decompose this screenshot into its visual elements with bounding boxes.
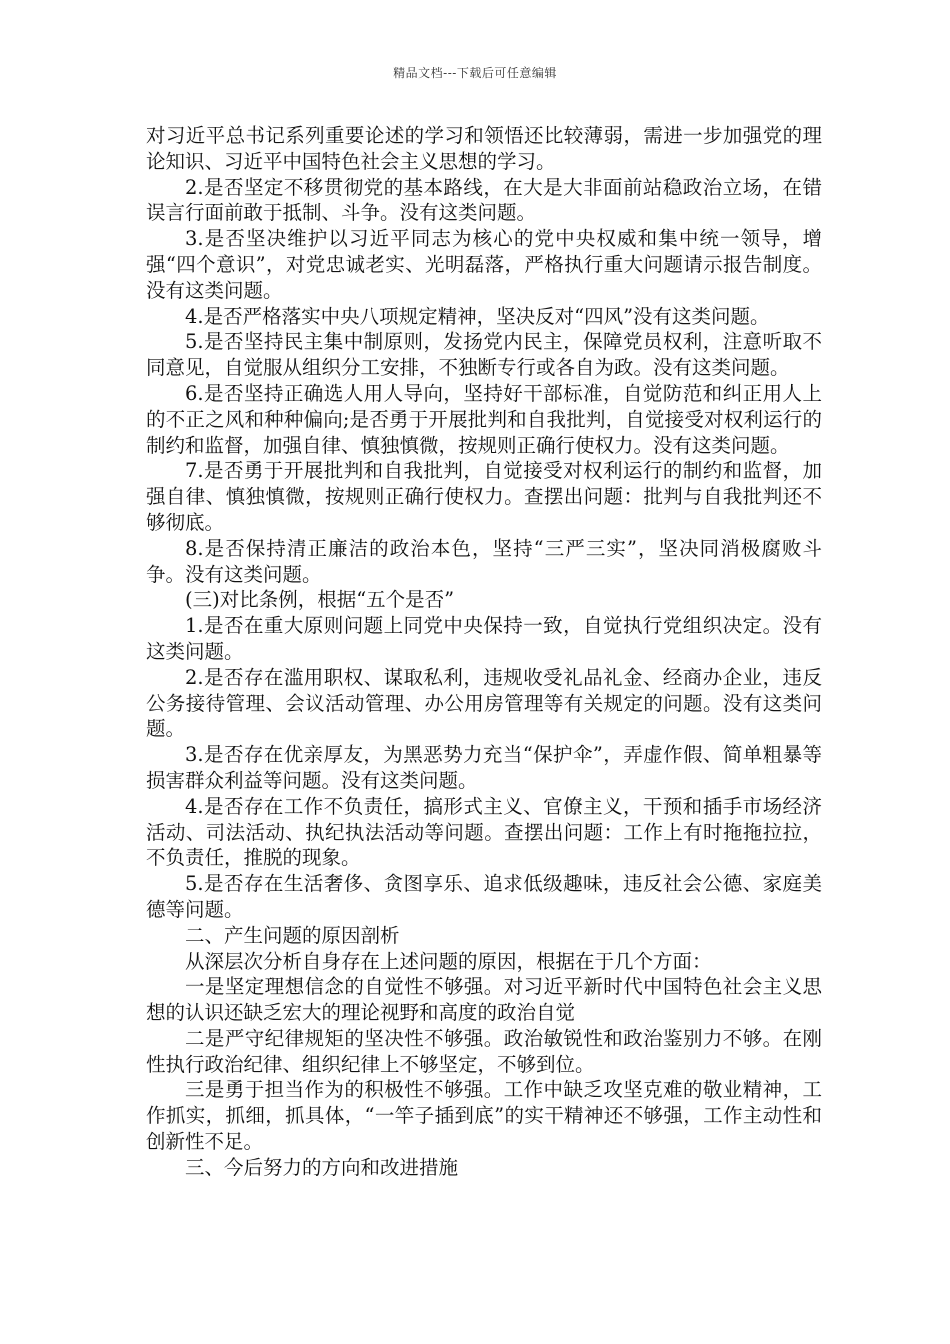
section-heading: (三)对比条例，根据“五个是否” — [185, 588, 455, 612]
paragraph: 三是勇于担当作为的积极性不够强。工作中缺乏攻坚克难的敬业精神，工作抓实，抓细，抓具体，“一竿子插到底”的实干精神还不够强，工作主动性和创新性不足。 — [146, 1078, 822, 1154]
paragraph: 二是严守纪律规矩的坚决性不够强。政治敏锐性和政治鉴别力不够。在刚性执行政治纪律、组织纪律上不够坚定，不够到位。 — [146, 1026, 822, 1076]
page-header: 精品文档---下载后可任意编辑 — [393, 66, 557, 80]
paragraph: 一是坚定理想信念的自觉性不够强。对习近平新时代中国特色社会主义思想的认识还缺乏宏大的理论视野和高度的政治自觉 — [146, 975, 822, 1025]
paragraph: 2.是否存在滥用职权、谋取私利，违规收受礼品礼金、经商办企业，违反公务接待管理、会议活动管理、办公用房管理等有关规定的问题。没有这类问题。 — [146, 665, 822, 741]
paragraph: 对习近平总书记系列重要论述的学习和领悟还比较薄弱，需进一步加强党的理论知识、习近平中国特色社会主义思想的学习。 — [146, 124, 822, 173]
paragraph: 3.是否坚决维护以习近平同志为核心的党中央权威和集中统一领导，增强“四个意识”，对党忠诚老实、光明磊落，严格执行重大问题请示报告制度。没有这类问题。 — [146, 227, 822, 302]
paragraph: 2.是否坚定不移贯彻党的基本路线，在大是大非面前站稳政治立场，在错误言行面前敢于抵制、斗争。没有这类问题。 — [146, 175, 822, 225]
section-heading: 三、今后努力的方向和改进措施 — [185, 1155, 459, 1179]
paragraph: 从深层次分析自身存在上述问题的原因，根据在于几个方面： — [185, 949, 712, 973]
section-heading: 二、产生问题的原因剖析 — [185, 923, 400, 947]
paragraph: 3.是否存在优亲厚友，为黑恶势力充当“保护伞”，弄虚作假、简单粗暴等损害群众利益等问题。没有这类问题。 — [146, 743, 822, 792]
document-body — [146, 123, 822, 1181]
paragraph: 4.是否存在工作不负责任，搞形式主义、官僚主义，干预和插手市场经济活动、司法活动、执纪执法活动等问题。查摆出问题：工作上有时拖拖拉拉，不负责任，推脱的现象。 — [146, 794, 822, 870]
paragraph: 1.是否在重大原则问题上同党中央保持一致，自觉执行党组织决定。没有这类问题。 — [146, 614, 822, 663]
paragraph: 6.是否坚持正确选人用人导向，坚持好干部标准，自觉防范和纠正用人上的不正之风和种种偏向;是否勇于开展批判和自我批判，自觉接受对权利运行的制约和监督，加强自律、慎独慎微，按规则正确行使权力。没有这类问题。 — [146, 381, 822, 457]
paragraph: 4.是否严格落实中央八项规定精神，坚决反对“四风”没有这类问题。 — [185, 304, 770, 328]
paragraph: 5.是否存在生活奢侈、贪图享乐、追求低级趣味，违反社会公德、家庭美德等问题。 — [146, 872, 822, 921]
paragraph: 7.是否勇于开展批判和自我批判，自觉接受对权利运行的制约和监督，加强自律、慎独慎微，按规则正确行使权力。查摆出问题：批判与自我批判还不够彻底。 — [146, 459, 822, 534]
paragraph: 5.是否坚持民主集中制原则，发扬党内民主，保障党员权利，注意听取不同意见，自觉服从组织分工安排，不独断专行或各自为政。没有这类问题。 — [146, 330, 822, 380]
paragraph: 8.是否保持清正廉洁的政治本色，坚持“三严三实”，坚决同消极腐败斗争。没有这类问题。 — [146, 536, 822, 586]
